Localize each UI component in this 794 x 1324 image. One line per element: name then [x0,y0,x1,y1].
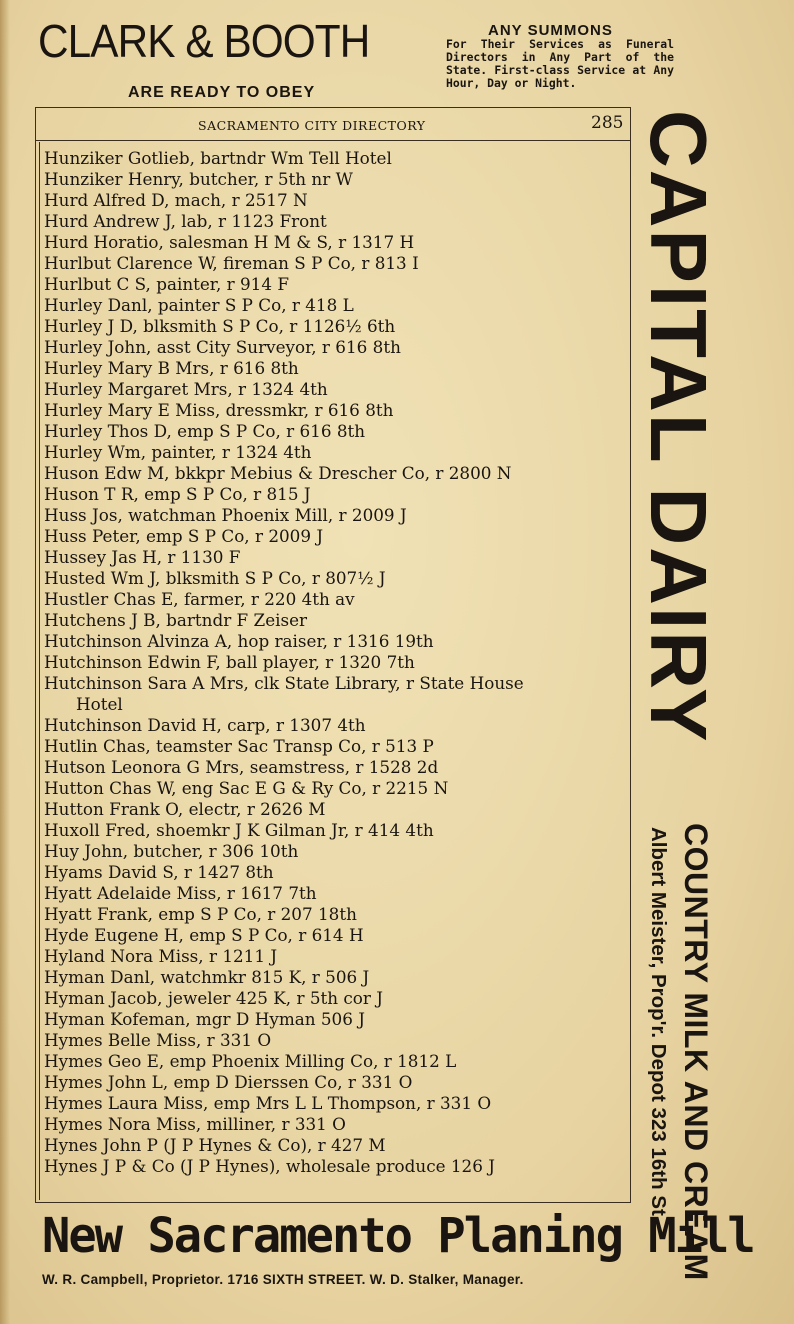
directory-entry: Hutton Frank O, electr, r 2626 M [44,799,326,819]
directory-entry: Hurley Danl, painter S P Co, r 418 L [44,295,354,315]
header-rule [35,140,630,141]
top-ad-summons-text: For Their Services as Funeral Directors in Any Part of the State. First-class Service at Any Hour, Day or Night. [446,37,674,90]
directory-entry: Hunziker Gotlieb, bartndr Wm Tell Hotel [44,148,392,168]
directory-entry: Huss Jos, watchman Phoenix Mill, r 2009 J [44,505,407,525]
book-spine-shadow [0,0,10,1324]
directory-entry: Hurley Wm, painter, r 1324 4th [44,442,312,462]
directory-entry: Huss Peter, emp S P Co, r 2009 J [44,526,324,546]
directory-entry: Huson Edw M, bkkpr Mebius & Drescher Co, r 2800 N [44,463,512,483]
bottom-ad-title: New Sacramento Planing Mill [42,1208,754,1264]
top-ad-tagline: ARE READY TO OBEY [128,84,316,101]
directory-entry: Hyatt Frank, emp S P Co, r 207 18th [44,904,357,924]
directory-entry: Hyams David S, r 1427 8th [44,862,274,882]
directory-entry: Hutton Chas W, eng Sac E G & Ry Co, r 2215 N [44,778,449,798]
directory-entry: Hutchinson David H, carp, r 1307 4th [44,715,366,735]
directory-entry: Hurley Thos D, emp S P Co, r 616 8th [44,421,366,441]
directory-entry: Hymes Nora Miss, milliner, r 331 O [44,1114,346,1134]
directory-entry: Hynes J P & Co (J P Hynes), wholesale produce 126 J [44,1156,495,1176]
directory-entry: Hyman Danl, watchmkr 815 K, r 506 J [44,967,370,987]
directory-entry: Hurley John, asst City Surveyor, r 616 8th [44,337,401,357]
directory-entry: Hurley Mary E Miss, dressmkr, r 616 8th [44,400,394,420]
directory-entries [44,148,629,1177]
directory-entry: Hymes Geo E, emp Phoenix Milling Co, r 1812 L [44,1051,457,1071]
directory-entry: Hutson Leonora G Mrs, seamstress, r 1528 2d [44,757,439,777]
top-ad-summons-heading: ANY SUMMONS [488,22,613,39]
side-ad-title: CAPITAL DAIRY [634,110,723,744]
directory-entry: Hustler Chas E, farmer, r 220 4th av [44,589,355,609]
directory-entry: Hurlbut C S, painter, r 914 F [44,274,290,294]
directory-entry: Hyde Eugene H, emp S P Co, r 614 H [44,925,364,945]
directory-entry: Hurd Horatio, salesman H M & S, r 1317 H [44,232,415,252]
directory-entry: Hyman Jacob, jeweler 425 K, r 5th cor J [44,988,383,1008]
directory-entry: Hymes John L, emp D Dierssen Co, r 331 O [44,1072,413,1092]
directory-entry: Hussey Jas H, r 1130 F [44,547,241,567]
directory-entry: Hutchinson Sara A Mrs, clk State Library, r State House [44,673,524,693]
side-ad-product: COUNTRY MILK AND CREAM [678,823,714,1281]
directory-entry: Hurley Mary B Mrs, r 616 8th [44,358,299,378]
side-ad-proprietor: Albert Meister, Prop'r. Depot 323 16th St. [647,827,670,1222]
directory-entry: Huxoll Fred, shoemkr J K Gilman Jr, r 414 4th [44,820,434,840]
directory-entry: Hutchinson Alvinza A, hop raiser, r 1316 19th [44,631,434,651]
directory-entry: Huson T R, emp S P Co, r 815 J [44,484,311,504]
directory-entry: Hutchens J B, bartndr F Zeiser [44,610,308,630]
directory-entry: Hymes Belle Miss, r 331 O [44,1030,272,1050]
directory-entry: Hurlbut Clarence W, fireman S P Co, r 813 I [44,253,419,273]
directory-entry: Hurd Alfred D, mach, r 2517 N [44,190,308,210]
top-ad-brand: CLARK & BOOTH [38,15,370,67]
page-number: 285 [591,113,624,133]
directory-entry: Hurley Margaret Mrs, r 1324 4th [44,379,328,399]
directory-entry: Hutlin Chas, teamster Sac Transp Co, r 513 P [44,736,434,756]
directory-entry: Hymes Laura Miss, emp Mrs L L Thompson, r 331 O [44,1093,492,1113]
directory-entry: Hotel [76,694,123,714]
bottom-ad-line: W. R. Campbell, Proprietor. 1716 SIXTH STREET. W. D. Stalker, Manager. [42,1272,524,1287]
directory-entry: Hurley J D, blksmith S P Co, r 1126½ 6th [44,316,396,336]
directory-entry: Hutchinson Edwin F, ball player, r 1320 7th [44,652,415,672]
directory-entry: Hurd Andrew J, lab, r 1123 Front [44,211,327,231]
directory-entry: Hunziker Henry, butcher, r 5th nr W [44,169,353,189]
running-head: SACRAMENTO CITY DIRECTORY [198,118,426,133]
directory-entry: Hyman Kofeman, mgr D Hyman 506 J [44,1009,365,1029]
directory-entry: Hyland Nora Miss, r 1211 J [44,946,278,966]
directory-entry: Husted Wm J, blksmith S P Co, r 807½ J [44,568,386,588]
directory-entry: Hyatt Adelaide Miss, r 1617 7th [44,883,317,903]
directory-entry: Hynes John P (J P Hynes & Co), r 427 M [44,1135,386,1155]
directory-entry: Huy John, butcher, r 306 10th [44,841,299,861]
